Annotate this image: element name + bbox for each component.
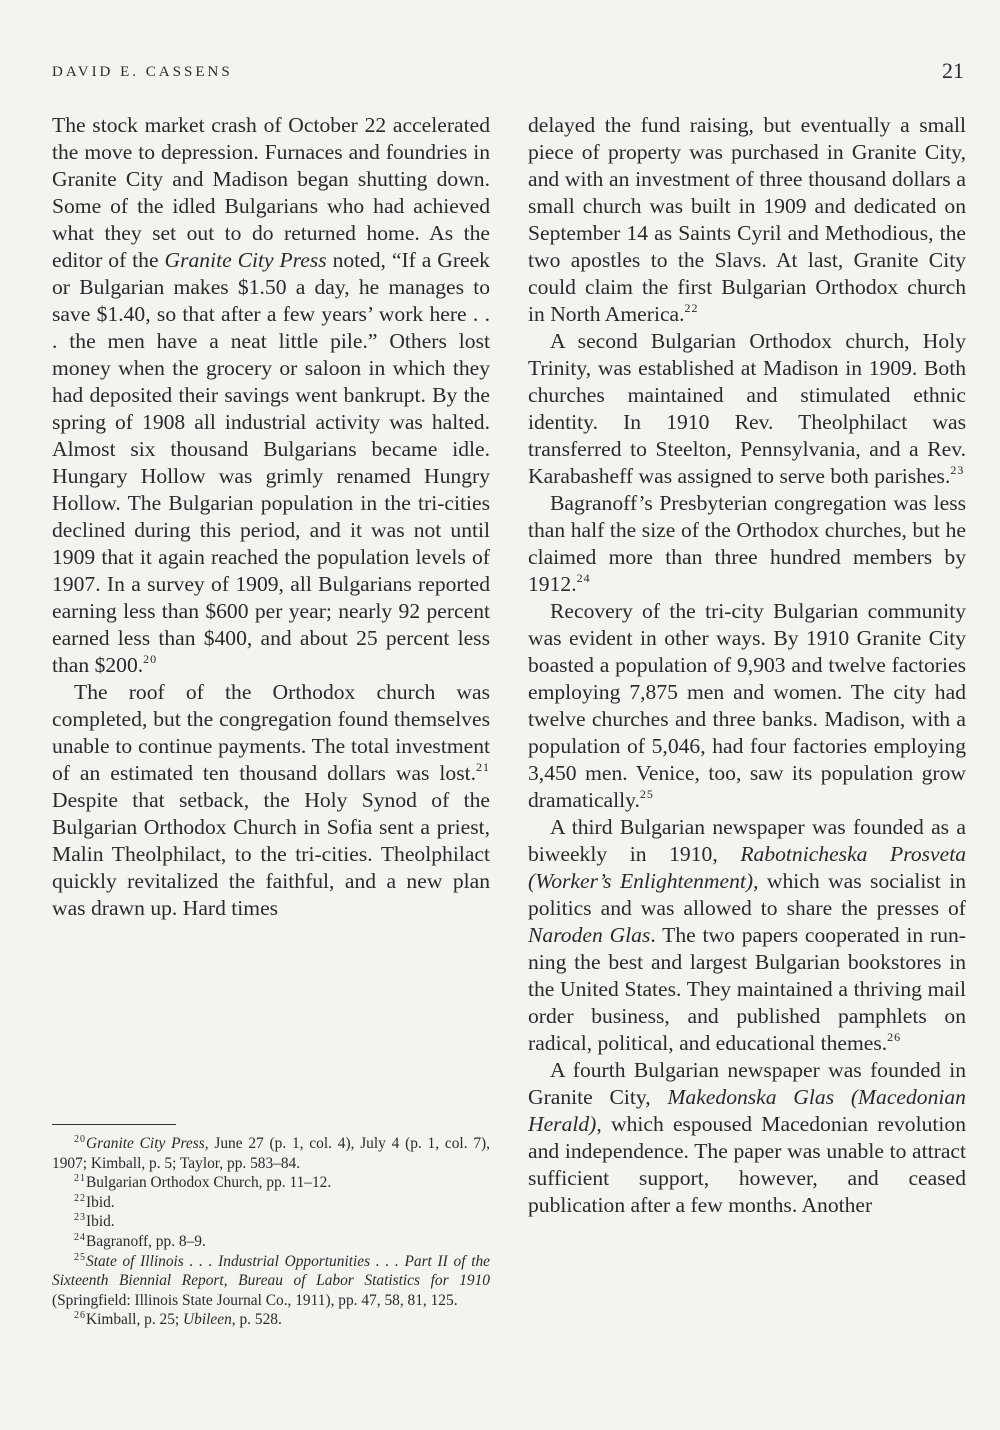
footnote-ref: 21 bbox=[476, 760, 490, 774]
page-header bbox=[52, 58, 964, 92]
footnote-ref: 26 bbox=[887, 1030, 902, 1044]
footnote-ref: 20 bbox=[143, 652, 158, 666]
footnote: $^{24}$Bagranoff, pp. 8–9. bbox=[74, 1231, 206, 1250]
footnote: $^{21}$Bulgarian Orthodox Church, pp. 11–12. bbox=[74, 1173, 332, 1192]
footnotes bbox=[52, 1134, 490, 1330]
paragraph: A third Bulgarian newspaper was founded as a biweekly in 1910, Rabotnicheska Prosveta (Worker’s Enlightenment), which was socialist in politics and was allowed to share the presses of Naroden Glas. The two papers cooperated in running the best and largest Bulgarian bookstores in the United States. They maintained a thriving mail order business, and published pamphlets on radical, political, and educational themes.$^{26}$ bbox=[528, 815, 967, 1055]
running-head: DAVID E. CASSENS bbox=[52, 64, 233, 80]
footnote-ref: 22 bbox=[684, 301, 699, 315]
left-column bbox=[52, 112, 490, 922]
right-column bbox=[528, 112, 966, 1219]
footnote: $^{26}$Kimball, p. 25; Ubileen, p. 528. bbox=[74, 1310, 282, 1329]
footnote-ref: 24 bbox=[576, 571, 591, 585]
paragraph: Recovery of the tri-city Bulgarian community was evident in other ways. By 1910 Granite City boasted a population of 9,903 and twelve factories employing 7,875 men and women. The city had twelve churches and three banks. Madison, with a population of 5,046, had four factories employing 3,450 men. Venice, too, saw its population grow dramatically.$^{25}$ bbox=[528, 599, 966, 812]
paragraph: delayed the fund raising, but eventually a small piece of property was purchased in Granite City, and with an investment of three thousand dollars a small church was built in 1909 and dedicated on September 14 as Saints Cyril and Methodious, the two apostles to the Slavs. At last, Granite City could claim the first Bulgarian Orthodox church in North America.$^{22}$ bbox=[528, 113, 966, 326]
paragraph: The roof of the Orthodox church was completed, but the congregation found themselves unable to continue payments. The total investment of an estimated ten thousand dollars was lost.$^{21}$ Despite that setback, the Holy Synod of the Bulgarian Orthodox Church in Sofia sent a priest, Malin Theolphilact, to the tri-cities. Theolphilact quickly revitalized the faithful, and a new plan was drawn up. Hard times bbox=[52, 680, 490, 920]
paragraph: The stock market crash of October 22 accelerated the move to depression. Furnaces and foundries in Granite City and Madison began shutting down. Some of the idled Bulgarians who had achieved what they set out to do returned home. As the editor of the Granite City Press noted, “If a Greek or Bulgarian makes $1.50 a day, he manages to save $1.40, so that after a few years’ work here . . . the men have a neat little pile.” Others lost money when the grocery or saloon in which they had deposited their savings went bankrupt. By the spring of 1908 all industrial activity was halted. Almost six thousand Bulgarians became idle. Hungary Hollow was grimly renamed Hungry Hollow. The Bulgarian population in the tri-cities declined during this period, and it was not until 1909 that it again reached the population levels of 1907. In a survey of 1909, all Bulgarians reported earning less than $600 per year; nearly 92 percent earned less than $400, and about 25 percent less than $200.20 bbox=[52, 113, 490, 677]
paragraph: A second Bulgarian Orthodox church, Holy Trinity, was established at Madison in 1909. Both churches maintained and stimulated ethnic identity. In 1910 Rev. Theolphilact was transferred to Steelton, Pennsylvania, and a Rev. Karabasheff was assigned to serve both parishes.$^{23}$ bbox=[528, 329, 966, 488]
footnote-divider bbox=[52, 1124, 176, 1125]
footnote: $^{20}$Granite City Press, June 27 (p. 1, col. 4), July 4 (p. 1, col. 7), 1907; Kimball, p. 5; Taylor, pp. 583–84. bbox=[52, 1134, 490, 1172]
footnote: $^{25}$State of Illinois . . . Industrial Opportunities . . . Part II of the Sixteenth Biennial Report, Bureau of Labor Statistics for 1910 (Springfield: Illinois State Journal Co., 1911), pp. 47, 58, 81, 125. bbox=[52, 1251, 490, 1309]
footnote: $^{22}$Ibid. bbox=[74, 1192, 115, 1211]
footnote-ref: 25 bbox=[639, 787, 654, 801]
paragraph: A fourth Bulgarian newspaper was founded in Granite City, Makedonska Glas (Macedonian Herald), which espoused Macedonian revolution and independence. The paper was unable to attract sufficient support, however, and ceased publication after a few months. Another bbox=[528, 1058, 966, 1217]
page-number: 21 bbox=[942, 58, 964, 83]
footnote: $^{23}$Ibid. bbox=[74, 1212, 115, 1231]
footnote-ref: 23 bbox=[950, 463, 965, 477]
paragraph: Bagranoff’s Presbyterian congregation was less than half the size of the Orthodox churches, but he claimed more than three hundred members by 1912.24 bbox=[528, 491, 966, 596]
